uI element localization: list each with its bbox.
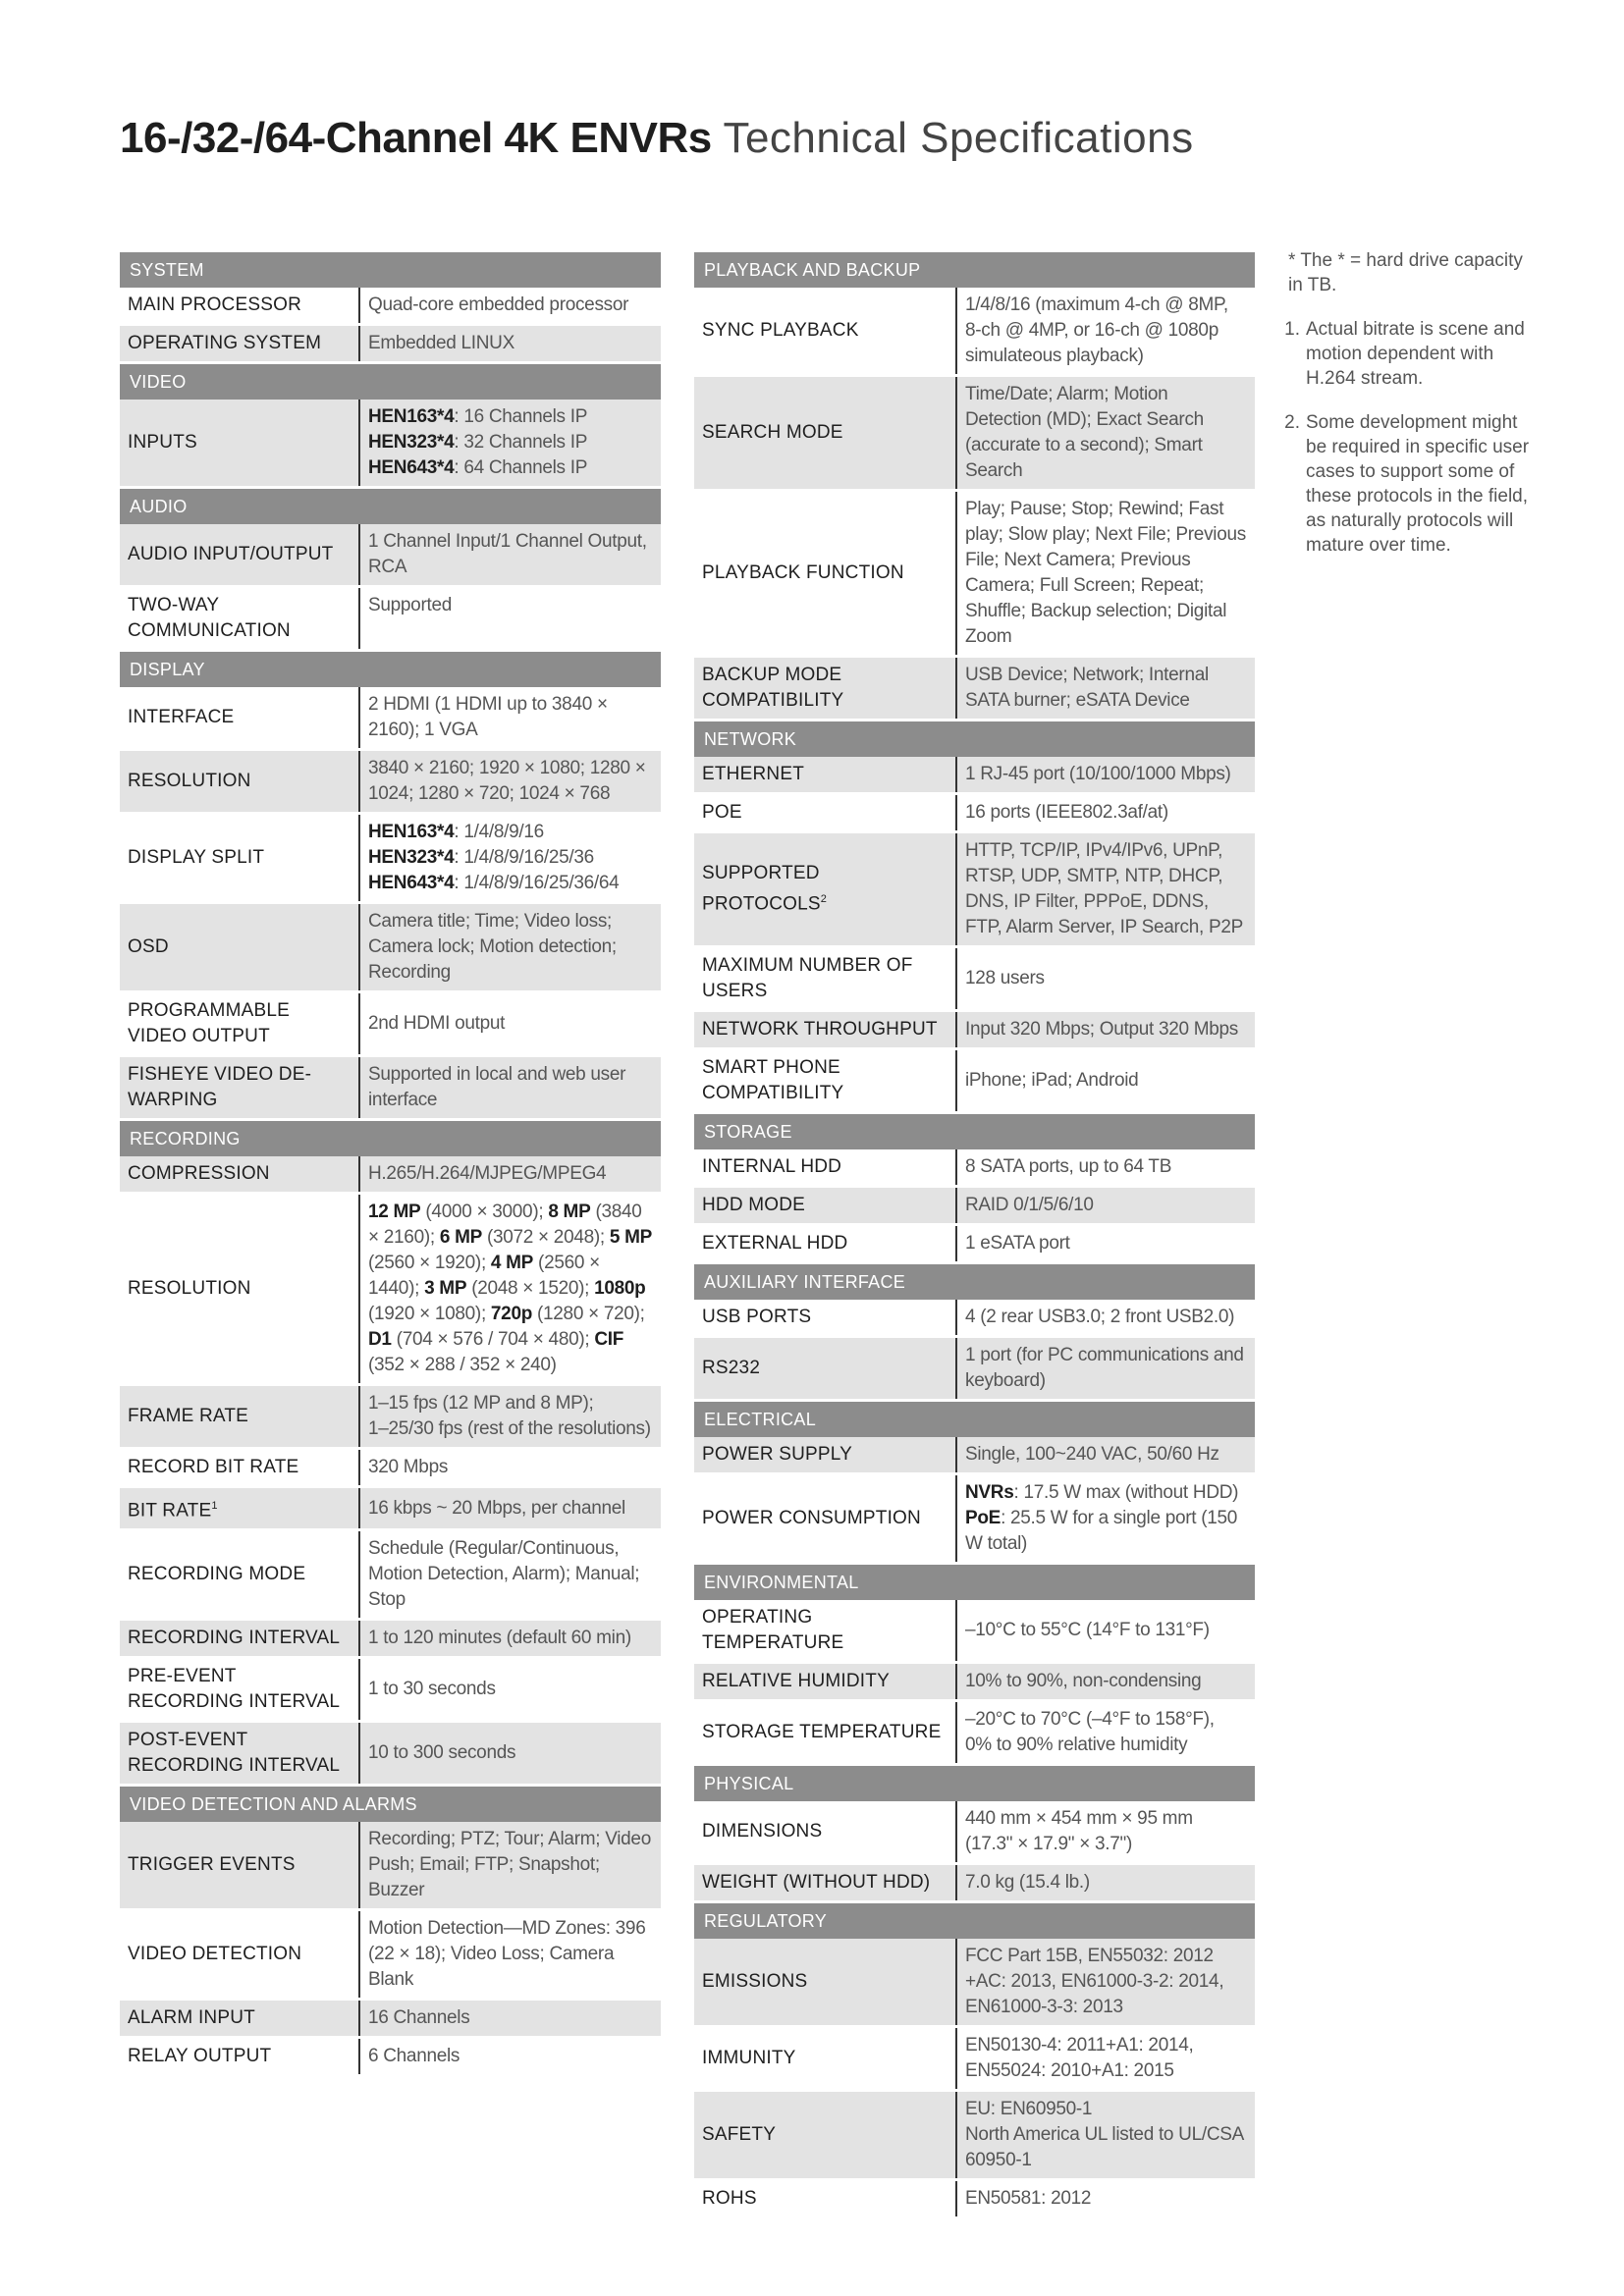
footnote-text: Some development might be required in specific user cases to support some of these protocols in the field, as naturally protocols will mature over time. [1306, 412, 1530, 556]
spec-row [120, 1910, 661, 2000]
spec-text: : 17.5 W max (without HDD) [1013, 1482, 1239, 1503]
spec-text: : 25.5 W for a single port (150 W total) [965, 1508, 1238, 1554]
model-name: HEN643*4 [368, 457, 455, 478]
spec-value: iPhone; iPad; Android [956, 1049, 1255, 1113]
spec-row [694, 1187, 1255, 1225]
spec-line: EU: EN60950-1 [965, 2099, 1093, 2119]
spec-line: 440 mm × 454 mm × 95 mm [965, 1808, 1193, 1829]
spec-label: ROHS [694, 2180, 956, 2218]
res-name: 12 MP [368, 1201, 421, 1222]
footnote-1 [1276, 317, 1542, 391]
spec-value: Supported [359, 587, 661, 651]
section-header-system: SYSTEM [120, 252, 661, 288]
spec-label: PRE-EVENT RECORDING INTERVAL [120, 1658, 359, 1722]
section-header-display: DISPLAY [120, 651, 661, 688]
spec-text: : 16 Channels IP [454, 406, 588, 427]
spec-label: SEARCH MODE [694, 376, 956, 491]
spec-value [956, 1701, 1255, 1765]
spec-label: POE [694, 794, 956, 832]
spec-label: DISPLAY SPLIT [120, 814, 359, 903]
spec-label: FRAME RATE [120, 1385, 359, 1449]
section-header-network: NETWORK [694, 721, 1255, 758]
spec-row [694, 794, 1255, 832]
spec-label: RS232 [694, 1337, 956, 1401]
res-dims: (704 × 576 / 704 × 480); [391, 1329, 595, 1350]
spec-row [694, 2180, 1255, 2218]
spec-value: 320 Mbps [359, 1449, 661, 1487]
spec-label: SYNC PLAYBACK [694, 288, 956, 376]
spec-value: Motion Detection—MD Zones: 396 (22 × 18); Video Loss; Camera Blank [359, 1910, 661, 2000]
spec-label: INPUTS [120, 400, 359, 488]
spec-row [120, 1530, 661, 1620]
title-product: 16-/32-/64-Channel 4K ENVRs [120, 114, 712, 162]
spec-row [120, 524, 661, 587]
spec-label: STORAGE TEMPERATURE [694, 1701, 956, 1765]
spec-value: Single, 100~240 VAC, 50/60 Hz [956, 1437, 1255, 1474]
spec-label: ALARM INPUT [120, 2000, 359, 2038]
spec-label: ETHERNET [694, 757, 956, 794]
spec-value [359, 814, 661, 903]
res-name: 4 MP [490, 1253, 534, 1273]
spec-value [956, 1801, 1255, 1864]
spec-bold: PoE [965, 1508, 1001, 1528]
spec-value: EN50581: 2012 [956, 2180, 1255, 2218]
spec-value: 16 ports (IEEE802.3af/at) [956, 794, 1255, 832]
footnotes [1276, 248, 1542, 577]
res-name: CIF [594, 1329, 624, 1350]
spec-row [120, 1722, 661, 1786]
section-header-audio: AUDIO [120, 488, 661, 525]
res-dims: (1920 × 1080); [368, 1304, 491, 1324]
res-name: 1080p [594, 1278, 646, 1299]
spec-row [694, 1600, 1255, 1663]
spec-label [120, 1487, 359, 1530]
spec-row [120, 1194, 661, 1385]
spec-value: Embedded LINUX [359, 325, 661, 363]
spec-label: INTERFACE [120, 687, 359, 750]
spec-label: SAFETY [694, 2091, 956, 2180]
page-title [120, 114, 1194, 163]
spec-row [694, 657, 1255, 721]
spec-label: RESOLUTION [120, 1194, 359, 1385]
spec-row [120, 687, 661, 750]
spec-label: TRIGGER EVENTS [120, 1822, 359, 1910]
footnote-text: Actual bitrate is scene and motion dependent with H.264 stream. [1306, 319, 1525, 389]
footnote-2 [1276, 410, 1542, 558]
spec-value: Supported in local and web user interface [359, 1056, 661, 1120]
spec-label: POWER SUPPLY [694, 1437, 956, 1474]
spec-text: : 1/4/8/9/16/25/36/64 [454, 873, 620, 893]
spec-value [956, 1474, 1255, 1564]
spec-value: 1 RJ-45 port (10/100/1000 Mbps) [956, 757, 1255, 794]
spec-label: AUDIO INPUT/OUTPUT [120, 524, 359, 587]
spec-label: BACKUP MODE COMPATIBILITY [694, 657, 956, 721]
spec-label: RECORDING MODE [120, 1530, 359, 1620]
spec-label: OSD [120, 903, 359, 992]
spec-value: 1 to 120 minutes (default 60 min) [359, 1620, 661, 1658]
footnote-text: * The * = hard drive capacity in TB. [1288, 250, 1523, 295]
res-name: D1 [368, 1329, 392, 1350]
footnote-ref: 2 [820, 893, 828, 906]
res-dims: (2560 × 1440); [368, 1253, 600, 1299]
spec-value: Camera title; Time; Video loss; Camera lock; Motion detection; Recording [359, 903, 661, 992]
spec-label: USB PORTS [694, 1300, 956, 1337]
spec-value [359, 400, 661, 488]
spec-label: RECORD BIT RATE [120, 1449, 359, 1487]
section-header-regulatory: REGULATORY [694, 1902, 1255, 1940]
spec-value: 1 port (for PC communications and keyboard) [956, 1337, 1255, 1401]
spec-value: EN50130-4: 2011+A1: 2014, EN55024: 2010+A1: 2015 [956, 2027, 1255, 2091]
spec-label: EMISSIONS [694, 1939, 956, 2027]
spec-label: SMART PHONE COMPATIBILITY [694, 1049, 956, 1113]
footnote-ref: 1 [211, 1500, 218, 1512]
spec-value: Schedule (Regular/Continuous, Motion Detection, Alarm); Manual; Stop [359, 1530, 661, 1620]
spec-value: –10°C to 55°C (14°F to 131°F) [956, 1600, 1255, 1663]
res-dims: (352 × 288 / 352 × 240) [368, 1355, 557, 1375]
section-header-environmental: ENVIRONMENTAL [694, 1564, 1255, 1601]
spec-row [694, 832, 1255, 947]
res-dims: (1280 × 720); [532, 1304, 645, 1324]
spec-label: INTERNAL HDD [694, 1149, 956, 1187]
res-dims: (3840 × 2160); [368, 1201, 642, 1248]
spec-value [956, 2091, 1255, 2180]
spec-text: : 64 Channels IP [454, 457, 588, 478]
spec-row [120, 992, 661, 1056]
spec-row [120, 1620, 661, 1658]
spec-row [694, 1149, 1255, 1187]
spec-line: 1–25/30 fps (rest of the resolutions) [368, 1418, 651, 1439]
spec-row [694, 947, 1255, 1011]
spec-row [694, 1011, 1255, 1049]
spec-label: FISHEYE VIDEO DE-WARPING [120, 1056, 359, 1120]
label-text: SUPPORTED PROTOCOLS [702, 863, 821, 915]
model-name: HEN163*4 [368, 822, 455, 842]
title-subtitle: Technical Specifications [723, 114, 1194, 162]
spec-row [120, 1056, 661, 1120]
spec-row [694, 1801, 1255, 1864]
res-name: 5 MP [609, 1227, 653, 1248]
spec-row [120, 325, 661, 363]
spec-row [120, 1822, 661, 1910]
spec-value: Input 320 Mbps; Output 320 Mbps [956, 1011, 1255, 1049]
spec-label: COMPRESSION [120, 1156, 359, 1194]
section-header-electrical: ELECTRICAL [694, 1401, 1255, 1438]
spec-row [694, 376, 1255, 491]
spec-label: PLAYBACK FUNCTION [694, 491, 956, 657]
spec-value: Time/Date; Alarm; Motion Detection (MD); Exact Search (accurate to a second); Smart Search [956, 376, 1255, 491]
spec-row [120, 2038, 661, 2076]
spec-line: North America UL listed to UL/CSA 60950-1 [965, 2124, 1243, 2170]
label-text: BIT RATE [128, 1500, 212, 1522]
section-header-video-detection: VIDEO DETECTION AND ALARMS [120, 1786, 661, 1823]
spec-row [120, 288, 661, 325]
spec-label: POST-EVENT RECORDING INTERVAL [120, 1722, 359, 1786]
spec-text: : 1/4/8/9/16 [454, 822, 544, 842]
section-header-video: VIDEO [120, 363, 661, 400]
spec-row [694, 1049, 1255, 1113]
spec-label: RESOLUTION [120, 750, 359, 814]
spec-label: PROGRAMMABLE VIDEO OUTPUT [120, 992, 359, 1056]
spec-row [120, 903, 661, 992]
spec-value: 128 users [956, 947, 1255, 1011]
spec-line: (17.3" × 17.9" × 3.7") [965, 1834, 1132, 1854]
footnote-marker: 1. [1284, 319, 1300, 340]
spec-line: –20°C to 70°C (–4°F to 158°F), [965, 1709, 1215, 1730]
spec-value: 7.0 kg (15.4 lb.) [956, 1864, 1255, 1902]
spec-row [120, 1385, 661, 1449]
spec-row [120, 1658, 661, 1722]
spec-value: USB Device; Network; Internal SATA burner; eSATA Device [956, 657, 1255, 721]
spec-value [359, 1194, 661, 1385]
spec-value: Recording; PTZ; Tour; Alarm; Video Push; Email; FTP; Snapshot; Buzzer [359, 1822, 661, 1910]
model-name: HEN323*4 [368, 432, 455, 453]
spec-value: 1 Channel Input/1 Channel Output, RCA [359, 524, 661, 587]
spec-row [694, 2027, 1255, 2091]
spec-line: 0% to 90% relative humidity [965, 1735, 1188, 1755]
spec-label: MAIN PROCESSOR [120, 288, 359, 325]
spec-label: OPERATING TEMPERATURE [694, 1600, 956, 1663]
section-header-playback: PLAYBACK AND BACKUP [694, 252, 1255, 288]
spec-label: MAXIMUM NUMBER OF USERS [694, 947, 956, 1011]
spec-row [694, 1864, 1255, 1902]
spec-row [120, 587, 661, 651]
spec-value: 8 SATA ports, up to 64 TB [956, 1149, 1255, 1187]
section-header-physical: PHYSICAL [694, 1765, 1255, 1802]
spec-value: RAID 0/1/5/6/10 [956, 1187, 1255, 1225]
spec-value: 6 Channels [359, 2038, 661, 2076]
spec-value: 10 to 300 seconds [359, 1722, 661, 1786]
spec-label: TWO-WAY COMMUNICATION [120, 587, 359, 651]
spec-row [694, 1225, 1255, 1263]
spec-row [120, 400, 661, 488]
section-header-storage: STORAGE [694, 1113, 1255, 1150]
res-dims: (3072 × 2048); [481, 1227, 610, 1248]
spec-text: : 32 Channels IP [454, 432, 588, 453]
spec-bold: NVRs [965, 1482, 1014, 1503]
spec-value: 1/4/8/16 (maximum 4-ch @ 8MP, 8-ch @ 4MP, or 16-ch @ 1080p simulateous playback) [956, 288, 1255, 376]
spec-label: HDD MODE [694, 1187, 956, 1225]
spec-row [694, 1300, 1255, 1337]
spec-value: H.265/H.264/MJPEG/MPEG4 [359, 1156, 661, 1194]
spec-label: RECORDING INTERVAL [120, 1620, 359, 1658]
spec-label: NETWORK THROUGHPUT [694, 1011, 956, 1049]
spec-value: HTTP, TCP/IP, IPv4/IPv6, UPnP, RTSP, UDP, SMTP, NTP, DHCP, DNS, IP Filter, PPPoE, DDNS, FTP, Alarm Server, IP Search, P2P [956, 832, 1255, 947]
spec-row [694, 491, 1255, 657]
res-name: 720p [490, 1304, 533, 1324]
spec-row [694, 1663, 1255, 1701]
spec-value: 10% to 90%, non-condensing [956, 1663, 1255, 1701]
spec-value: 16 kbps ~ 20 Mbps, per channel [359, 1487, 661, 1530]
spec-line: 1–15 fps (12 MP and 8 MP); [368, 1393, 594, 1414]
spec-label: VIDEO DETECTION [120, 1910, 359, 2000]
res-dims: (2560 × 1920); [368, 1253, 491, 1273]
spec-label: DIMENSIONS [694, 1801, 956, 1864]
spec-label: EXTERNAL HDD [694, 1225, 956, 1263]
spec-table-right [694, 252, 1255, 2219]
spec-value: Play; Pause; Stop; Rewind; Fast play; Slow play; Next File; Previous File; Next Camera; Previous Camera; Full Screen; Repeat; Shuffle; Backup selection; Digital Zoom [956, 491, 1255, 657]
model-name: HEN643*4 [368, 873, 455, 893]
spec-row [120, 2000, 661, 2038]
spec-value: FCC Part 15B, EN55032: 2012 +AC: 2013, EN61000-3-2: 2014, EN61000-3-3: 2013 [956, 1939, 1255, 2027]
spec-value: 1 eSATA port [956, 1225, 1255, 1263]
section-header-auxiliary: AUXILIARY INTERFACE [694, 1263, 1255, 1301]
spec-label: POWER CONSUMPTION [694, 1474, 956, 1564]
spec-row [694, 2091, 1255, 2180]
spec-row [120, 814, 661, 903]
res-dims: (2048 × 1520); [466, 1278, 595, 1299]
spec-row [120, 1156, 661, 1194]
spec-label: IMMUNITY [694, 2027, 956, 2091]
spec-value: 1 to 30 seconds [359, 1658, 661, 1722]
footnote-star [1276, 248, 1542, 297]
spec-row [120, 750, 661, 814]
spec-label: RELAY OUTPUT [120, 2038, 359, 2076]
spec-row [694, 1337, 1255, 1401]
section-header-recording: RECORDING [120, 1120, 661, 1157]
spec-label: RELATIVE HUMIDITY [694, 1663, 956, 1701]
spec-value: 16 Channels [359, 2000, 661, 2038]
spec-value: 3840 × 2160; 1920 × 1080; 1280 × 1024; 1280 × 720; 1024 × 768 [359, 750, 661, 814]
spec-row [694, 757, 1255, 794]
res-name: 8 MP [548, 1201, 591, 1222]
spec-row [694, 1939, 1255, 2027]
res-name: 6 MP [439, 1227, 482, 1248]
spec-label [694, 832, 956, 947]
spec-value: 2 HDMI (1 HDMI up to 3840 × 2160); 1 VGA [359, 687, 661, 750]
spec-value: 4 (2 rear USB3.0; 2 front USB2.0) [956, 1300, 1255, 1337]
footnote-marker: 2. [1284, 412, 1300, 433]
spec-text: : 1/4/8/9/16/25/36 [454, 847, 594, 868]
model-name: HEN323*4 [368, 847, 455, 868]
model-name: HEN163*4 [368, 406, 455, 427]
spec-row [694, 1701, 1255, 1765]
spec-row [120, 1487, 661, 1530]
spec-row [120, 1449, 661, 1487]
spec-value [359, 1385, 661, 1449]
res-dims: (4000 × 3000); [420, 1201, 549, 1222]
spec-row [694, 1437, 1255, 1474]
res-name: 3 MP [424, 1278, 467, 1299]
spec-label: OPERATING SYSTEM [120, 325, 359, 363]
spec-label: WEIGHT (WITHOUT HDD) [694, 1864, 956, 1902]
spec-value: Quad-core embedded processor [359, 288, 661, 325]
spec-row [694, 1474, 1255, 1564]
spec-row [694, 288, 1255, 376]
spec-value: 2nd HDMI output [359, 992, 661, 1056]
spec-table-left [120, 252, 661, 2077]
